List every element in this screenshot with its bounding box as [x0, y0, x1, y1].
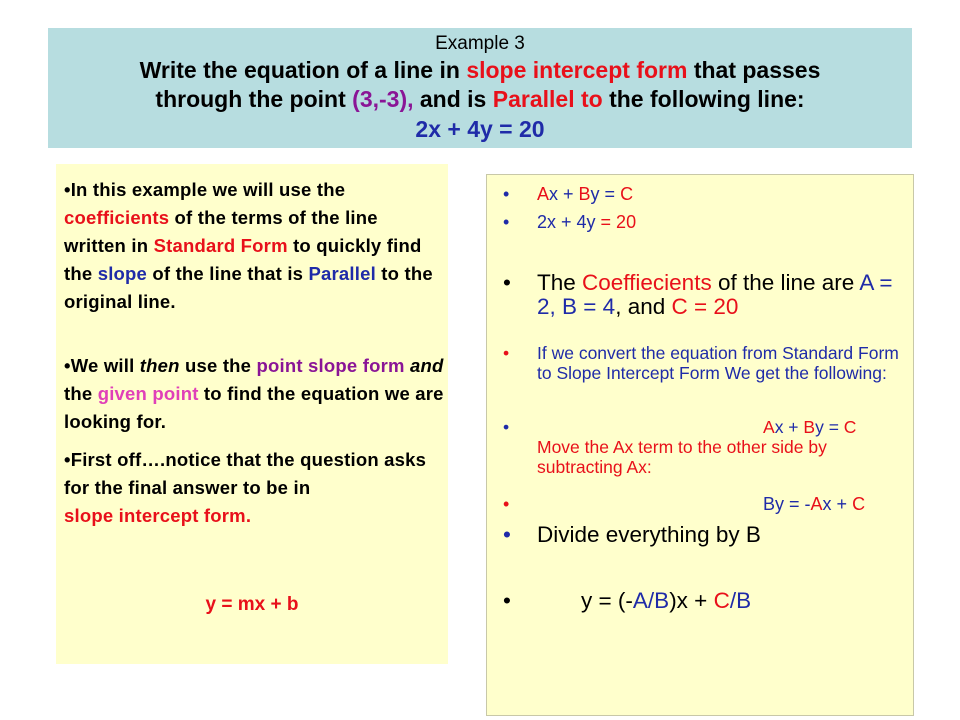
coef-c: C: [713, 588, 730, 613]
title-line-1: [48, 56, 912, 85]
bullet: •: [503, 184, 510, 204]
title-highlight-slope-intercept: slope intercept form: [466, 57, 688, 83]
text: of the line are: [711, 270, 860, 295]
value-a: A = 2,: [537, 270, 893, 319]
text: use the: [179, 355, 257, 376]
text: to the original line.: [64, 263, 433, 312]
text: y =: [590, 184, 621, 204]
bullet: •: [503, 417, 510, 437]
text: , and: [615, 294, 672, 319]
value-c: C = 20: [671, 294, 739, 319]
text: y =: [815, 417, 844, 437]
bullet: •: [503, 494, 510, 514]
text: /: [729, 588, 737, 613]
italic-then: then: [139, 355, 180, 376]
highlight-parallel: Parallel: [308, 263, 376, 284]
text: = 20: [600, 212, 637, 232]
coef-a: A: [763, 417, 775, 437]
left-paragraph-2: [64, 352, 444, 436]
bullet: •: [503, 270, 511, 295]
text: x +: [774, 417, 804, 437]
text: First off….notice that the question asks for the final answer to be in: [64, 449, 427, 498]
bullet: •: [503, 212, 510, 232]
convert-text: If we convert the equation from Standard Form to Slope Intercept Form We get the following:: [537, 343, 899, 383]
coef-a: A: [537, 184, 550, 204]
title-text: through the point: [155, 86, 353, 112]
text: We will: [70, 355, 140, 376]
coef-c: C: [852, 494, 866, 514]
text: y = -: [775, 494, 811, 514]
title-highlight-to: to: [574, 86, 603, 112]
bullet: •: [503, 343, 510, 363]
title-text: that passes: [687, 57, 821, 83]
title-text: rite the equation of a line in: [160, 57, 467, 83]
left-paragraph-1: [64, 176, 444, 316]
coef-c: C: [620, 184, 634, 204]
highlight-given-point: given point: [97, 383, 199, 404]
text: to find the equation we are looking for.: [64, 383, 444, 432]
text: /: [647, 588, 655, 613]
highlight-slope-intercept-form: slope intercept form.: [64, 505, 252, 526]
title-equation: 2x + 4y = 20: [415, 116, 545, 142]
coef-a: A: [810, 494, 823, 514]
text: the: [64, 383, 98, 404]
coef-b: B: [763, 494, 776, 514]
italic-and: and: [409, 355, 444, 376]
text: y = (-: [581, 588, 633, 613]
text: to quickly find the: [64, 235, 422, 284]
highlight-coefficients: coefficients: [64, 207, 170, 228]
text: The: [537, 270, 583, 295]
bullet: •: [64, 179, 71, 200]
bullet: •: [503, 522, 511, 547]
left-paragraph-3: [64, 446, 444, 530]
title-text: and is: [413, 86, 493, 112]
highlight-point-slope-form: point slope form: [256, 355, 405, 376]
coef-b: B: [803, 417, 816, 437]
divide-text: Divide everything by B: [537, 522, 761, 547]
coef-b: B: [736, 588, 752, 613]
text: of the line that is: [147, 263, 309, 284]
text: of the terms of the line written in: [64, 207, 378, 256]
left-explanation-panel: [56, 164, 448, 664]
title-banner: [48, 28, 912, 148]
text: 2x + 4y: [537, 212, 601, 232]
highlight-slope: slope: [97, 263, 148, 284]
example-label: Example 3: [435, 33, 525, 54]
value-b: B = 4: [562, 294, 616, 319]
highlight-standard-form: Standard Form: [153, 235, 288, 256]
move-text: Move the Ax term to the other side by subtracting Ax:: [537, 437, 827, 477]
bullet: •: [64, 449, 71, 470]
coef-b: B: [578, 184, 591, 204]
coef-c: C: [843, 417, 857, 437]
title-text: W: [139, 57, 161, 83]
text: In this example we will use the: [70, 179, 346, 200]
bullet: •: [64, 355, 71, 376]
right-work-panel: [486, 174, 914, 716]
slope-intercept-formula: y = mx + b: [205, 594, 299, 615]
highlight-coefficients: Coeffiecients: [582, 270, 712, 295]
title-highlight-parallel: Parallel: [492, 86, 575, 112]
text: x +: [822, 494, 853, 514]
bullet: •: [503, 588, 511, 613]
coef-a: A: [632, 588, 648, 613]
text: x +: [549, 184, 579, 204]
text: )x +: [669, 588, 714, 613]
coef-b: B: [654, 588, 670, 613]
title-text: the following line:: [602, 86, 805, 112]
title-highlight-point: (3,-3),: [352, 86, 414, 112]
title-line-2: [48, 85, 912, 114]
